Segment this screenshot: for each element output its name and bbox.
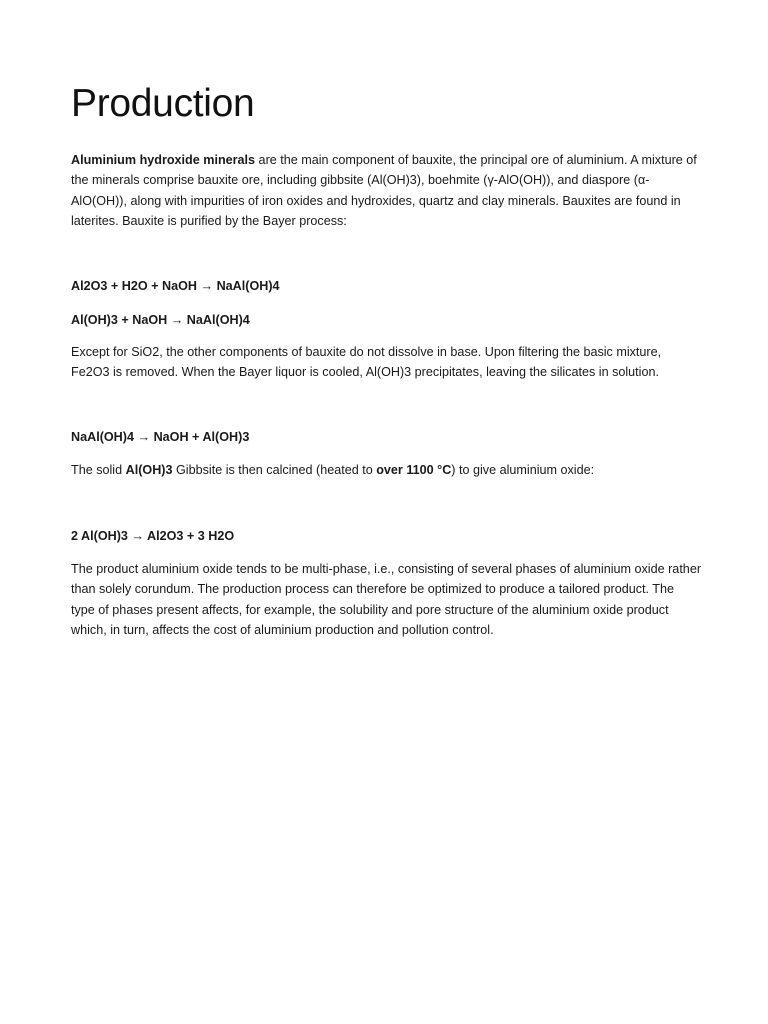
equation-4: 2 Al(OH)3 → Al2O3 + 3 H2O bbox=[71, 529, 235, 543]
calcine-part-2: Gibbsite is then calcined (heated to bbox=[172, 463, 377, 477]
equation-2: Al(OH)3 + NaOH → NaAl(OH)4 bbox=[71, 313, 250, 327]
intro-paragraph bbox=[71, 150, 701, 231]
intro-bold-lead: Aluminium hydroxide minerals bbox=[71, 153, 256, 167]
intro-text: are the main component of bauxite, the principal ore of aluminium. A mixture of the minerals comprise bauxite ore, including gibbsite (Al(OH)3), boehmite (γ-AlO(OH)), and diaspore (α-AlO(OH)), along with impurities of iron oxides and hydroxides, quartz and clay minerals. Bauxites are found in laterites. Bauxite is purified by the Bayer process: bbox=[71, 153, 697, 228]
page-title: Production bbox=[71, 82, 255, 125]
calcine-paragraph bbox=[71, 460, 701, 480]
paragraph-3: The product aluminium oxide tends to be multi-phase, i.e., consisting of several phases of aluminium oxide rather than solely corundum. The production process can therefore be optimized to produce a tailored product. The type of phases present affects, for example, the solubility and pore structure of the aluminium oxide product which, in turn, affects the cost of aluminium production and pollution control. bbox=[71, 562, 702, 637]
equation-3: NaAl(OH)4 → NaOH + Al(OH)3 bbox=[71, 430, 250, 444]
calcine-bold-1: Al(OH)3 bbox=[125, 463, 173, 477]
calcine-part-1: The solid bbox=[71, 463, 126, 477]
calcine-bold-2: over 1100 °C bbox=[376, 463, 452, 477]
paragraph-2: Except for SiO2, the other components of bauxite do not dissolve in base. Upon filtering the basic mixture, Fe2O3 is removed. When the Bayer liquor is cooled, Al(OH)3 precipitates, leaving the silicates in solution. bbox=[71, 345, 662, 380]
equation-1: Al2O3 + H2O + NaOH → NaAl(OH)4 bbox=[71, 279, 280, 293]
calcine-part-3: ) to give aluminium oxide: bbox=[451, 463, 595, 477]
